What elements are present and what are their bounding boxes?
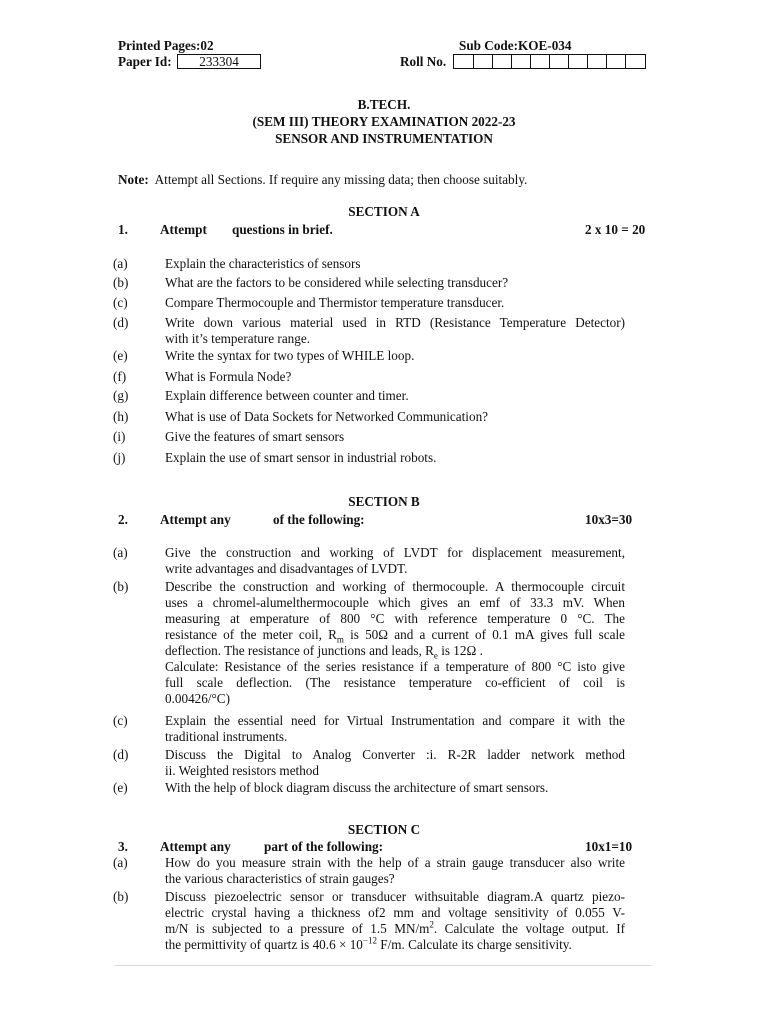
question-text [165, 429, 625, 445]
question-line: Explain the essential need for Virtual Instrumentation and compare it with the [165, 713, 625, 728]
question-line: full scale deflection. (The resistance temperature co-efficient of coil is [165, 675, 625, 690]
section-b-heading: SECTION B [348, 494, 420, 509]
section-b-instruction-rest: of the following: [273, 512, 365, 527]
question-line: the various characteristics of strain gauges? [165, 871, 395, 886]
question-line: m/N is subjected to a pressure of 1.5 $MN/m^2$. Calculate the voltage output. If [165, 919, 625, 936]
section-c-instruction: Attempt any [160, 839, 231, 854]
note-label: Note: [118, 172, 149, 187]
question-line: 0.00426/°C) [165, 691, 230, 706]
question-label: (d) [113, 747, 129, 762]
section-a-instruction-rest: questions in brief. [232, 222, 333, 237]
line-continuation: is 12Ω . [437, 643, 483, 658]
question-line: Calculate: Resistance of the series resistance if a temperature of 800 °C isto give [165, 659, 625, 674]
question-line: How do you measure strain with the help of a strain gauge transducer also write [165, 855, 625, 870]
question-line: traditional instruments. [165, 729, 288, 744]
question-line: Explain the characteristics of sensors [165, 256, 361, 271]
question-line: Write the syntax for two types of WHILE loop. [165, 348, 415, 363]
question-line: What is use of Data Sockets for Networked Communication? [165, 409, 489, 424]
section-a-marks: 2 x 10 = 20 [585, 222, 646, 237]
section-c-marks: 10x1=10 [585, 839, 633, 854]
question-text [165, 295, 625, 311]
section-c-instruction-rest: part of the following: [264, 839, 384, 854]
question-line: electric crystal having a thickness of2 mm and voltage sensitivity of 0.055 V- [165, 905, 625, 920]
question-line: Explain difference between counter and timer. [165, 388, 409, 403]
question-text [165, 747, 625, 779]
section-c-heading: SECTION C [347, 822, 421, 837]
question-line: With the help of block diagram discuss the architecture of smart sensors. [165, 780, 549, 795]
question-line: What is Formula Node? [165, 369, 292, 384]
question-line: write advantages and disadvantages of LVDT. [165, 561, 408, 576]
roll-no-label: Roll No. [400, 54, 447, 69]
question-label: (b) [113, 889, 129, 904]
section-c-number: 3. [118, 839, 128, 854]
question-text [165, 780, 625, 796]
question-text [165, 256, 625, 272]
question-text [165, 855, 625, 887]
question-line: ii. Weighted resistors method [165, 763, 319, 778]
question-label: (f) [113, 369, 127, 384]
note [118, 172, 527, 188]
question-line: the permittivity of quartz is $40.6 \times 10^{-12}$ F/m. Calculate its charge sensitivity. [165, 935, 572, 952]
sub-code: Sub Code:KOE-034 [459, 38, 572, 53]
question-label: (g) [113, 388, 129, 403]
subscript: e [433, 650, 438, 661]
printed-pages: Printed Pages:02 [118, 38, 214, 53]
question-line: Compare Thermocouple and Thermistor temperature transducer. [165, 295, 505, 310]
question-line: with it’s temperature range. [165, 331, 311, 346]
paper-id-value: 233304 [199, 54, 239, 69]
question-line: deflection. The resistance of junctions and leads, $R_e$ is 12Ω . [165, 643, 483, 661]
question-text [165, 713, 625, 745]
exam-title: (SEM III) THEORY EXAMINATION 2022-23 [252, 114, 516, 129]
section-a-number: 1. [118, 222, 128, 237]
question-text [165, 369, 625, 385]
question-line: Explain the use of smart sensor in industrial robots. [165, 450, 437, 465]
section-a-heading: SECTION A [348, 204, 420, 219]
question-line: resistance of the meter coil, $R_m$ is 50Ω and a current of 0.1 mA gives full scale [165, 627, 625, 645]
question-label: (j) [113, 450, 126, 465]
question-label: (a) [113, 855, 128, 870]
question-line: What are the factors to be considered while selecting transducer? [165, 275, 509, 290]
footer-divider [115, 965, 651, 966]
question-label: (c) [113, 295, 128, 310]
question-label: (d) [113, 315, 129, 330]
question-text [165, 545, 625, 577]
subject-title: SENSOR AND INSTRUMENTATION [275, 131, 493, 146]
question-line: Write down various material used in RTD (Resistance Temperature Detector) [165, 315, 625, 330]
question-label: (a) [113, 256, 128, 271]
question-line: measuring at emperature of 800 °C with reference temperature 0 °C. The [165, 611, 625, 626]
question-line: Give the features of smart sensors [165, 429, 345, 444]
paper-id-box [177, 54, 261, 69]
superscript: 2 [429, 919, 434, 930]
note-text: Attempt all Sections. If require any missing data; then choose suitably. [154, 172, 528, 187]
question-label: (b) [113, 275, 129, 290]
question-line: Discuss piezoelectric sensor or transducer withsuitable diagram.A quartz piezo- [165, 889, 625, 904]
section-b-instruction: Attempt any [160, 512, 231, 527]
question-label: (b) [113, 579, 129, 594]
section-b-number: 2. [118, 512, 128, 527]
question-line: uses a chromel-alumelthermocouple which gives an emf of 33.3 mV. When [165, 595, 625, 610]
question-text [165, 450, 625, 466]
section-b-marks: 10x3=30 [585, 512, 633, 527]
question-line: Describe the construction and working of thermocouple. A thermocouple circuit [165, 579, 625, 594]
question-label: (h) [113, 409, 129, 424]
roll-no-boxes[interactable] [453, 54, 646, 69]
question-label: (c) [113, 713, 128, 728]
question-line: Discuss the Digital to Analog Converter :i. R-2R ladder network method [165, 747, 625, 762]
superscript: −12 [362, 935, 377, 946]
question-text [165, 579, 625, 707]
question-label: (e) [113, 780, 128, 795]
subscript: m [336, 634, 344, 645]
question-label: (i) [113, 429, 126, 444]
question-label: (e) [113, 348, 128, 363]
question-text [165, 409, 625, 425]
line-continuation: is 50Ω and a current of 0.1 mA gives full scale [343, 627, 625, 642]
question-text [165, 889, 625, 953]
question-text [165, 315, 625, 347]
question-line: Give the construction and working of LVDT for displacement measurement, [165, 545, 625, 560]
paper-id-label: Paper Id: [118, 54, 172, 69]
question-text [165, 388, 625, 404]
question-text [165, 275, 625, 291]
degree-title: B.TECH. [357, 97, 411, 112]
line-continuation: F/m. Calculate its charge sensitivity. [376, 937, 572, 952]
line-continuation: . Calculate the voltage output. If [433, 921, 625, 936]
section-a-instruction: Attempt [160, 222, 207, 237]
question-text [165, 348, 625, 364]
question-label: (a) [113, 545, 128, 560]
